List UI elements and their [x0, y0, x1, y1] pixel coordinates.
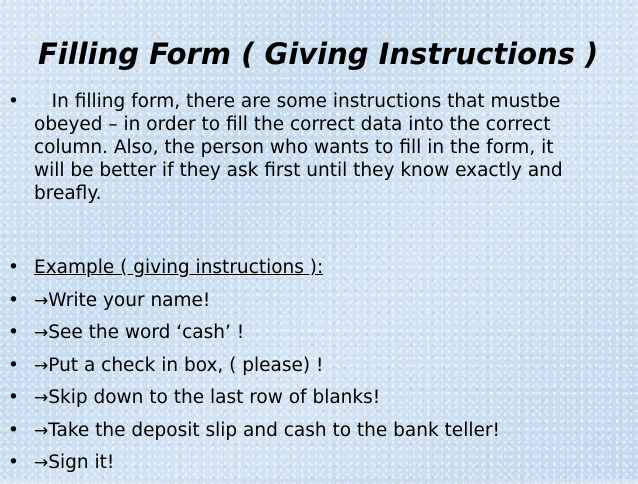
- instruction-list: [8, 256, 500, 484]
- bullet-icon: •: [8, 289, 19, 311]
- arrow-icon: →: [34, 453, 49, 473]
- bullet-icon: •: [8, 322, 19, 343]
- arrow-icon: →: [34, 323, 49, 343]
- arrow-icon: →: [34, 290, 49, 311]
- bullet-icon: •: [8, 419, 19, 441]
- list-item: [8, 354, 500, 387]
- bullet-icon: •: [8, 354, 19, 376]
- instruction-text: See the word ‘cash’ !: [48, 322, 245, 343]
- intro-paragraph: In filling form, there are some instructions that mustbe obeyed – in order to fill the correct data into the correct column. Also, the person who wants to fill in the form, it will be better if they ask first until they know exactly and breafly.: [34, 91, 569, 204]
- bullet-icon: •: [8, 452, 19, 473]
- list-item: [8, 419, 500, 452]
- bullet-icon: •: [8, 91, 19, 112]
- instruction-text: Skip down to the last row of blanks!: [48, 387, 381, 408]
- arrow-icon: →: [34, 420, 49, 441]
- instruction-text: Sign it!: [48, 452, 115, 473]
- bullet-icon: •: [8, 257, 19, 278]
- instruction-text: Put a check in box, ( please) !: [48, 354, 324, 376]
- list-item: [8, 256, 500, 289]
- arrow-icon: →: [34, 388, 49, 408]
- intro-bullet: [8, 90, 588, 205]
- list-item: [8, 386, 500, 419]
- arrow-icon: →: [34, 355, 49, 376]
- bullet-icon: •: [8, 387, 19, 408]
- list-item: [8, 289, 500, 322]
- instruction-text: Write your name!: [48, 289, 211, 311]
- instruction-text: Take the deposit slip and cash to the bank teller!: [48, 419, 500, 441]
- example-heading: Example ( giving instructions ):: [34, 257, 324, 278]
- list-item: [8, 321, 500, 354]
- slide-title: Filling Form ( Giving Instructions ): [38, 37, 599, 71]
